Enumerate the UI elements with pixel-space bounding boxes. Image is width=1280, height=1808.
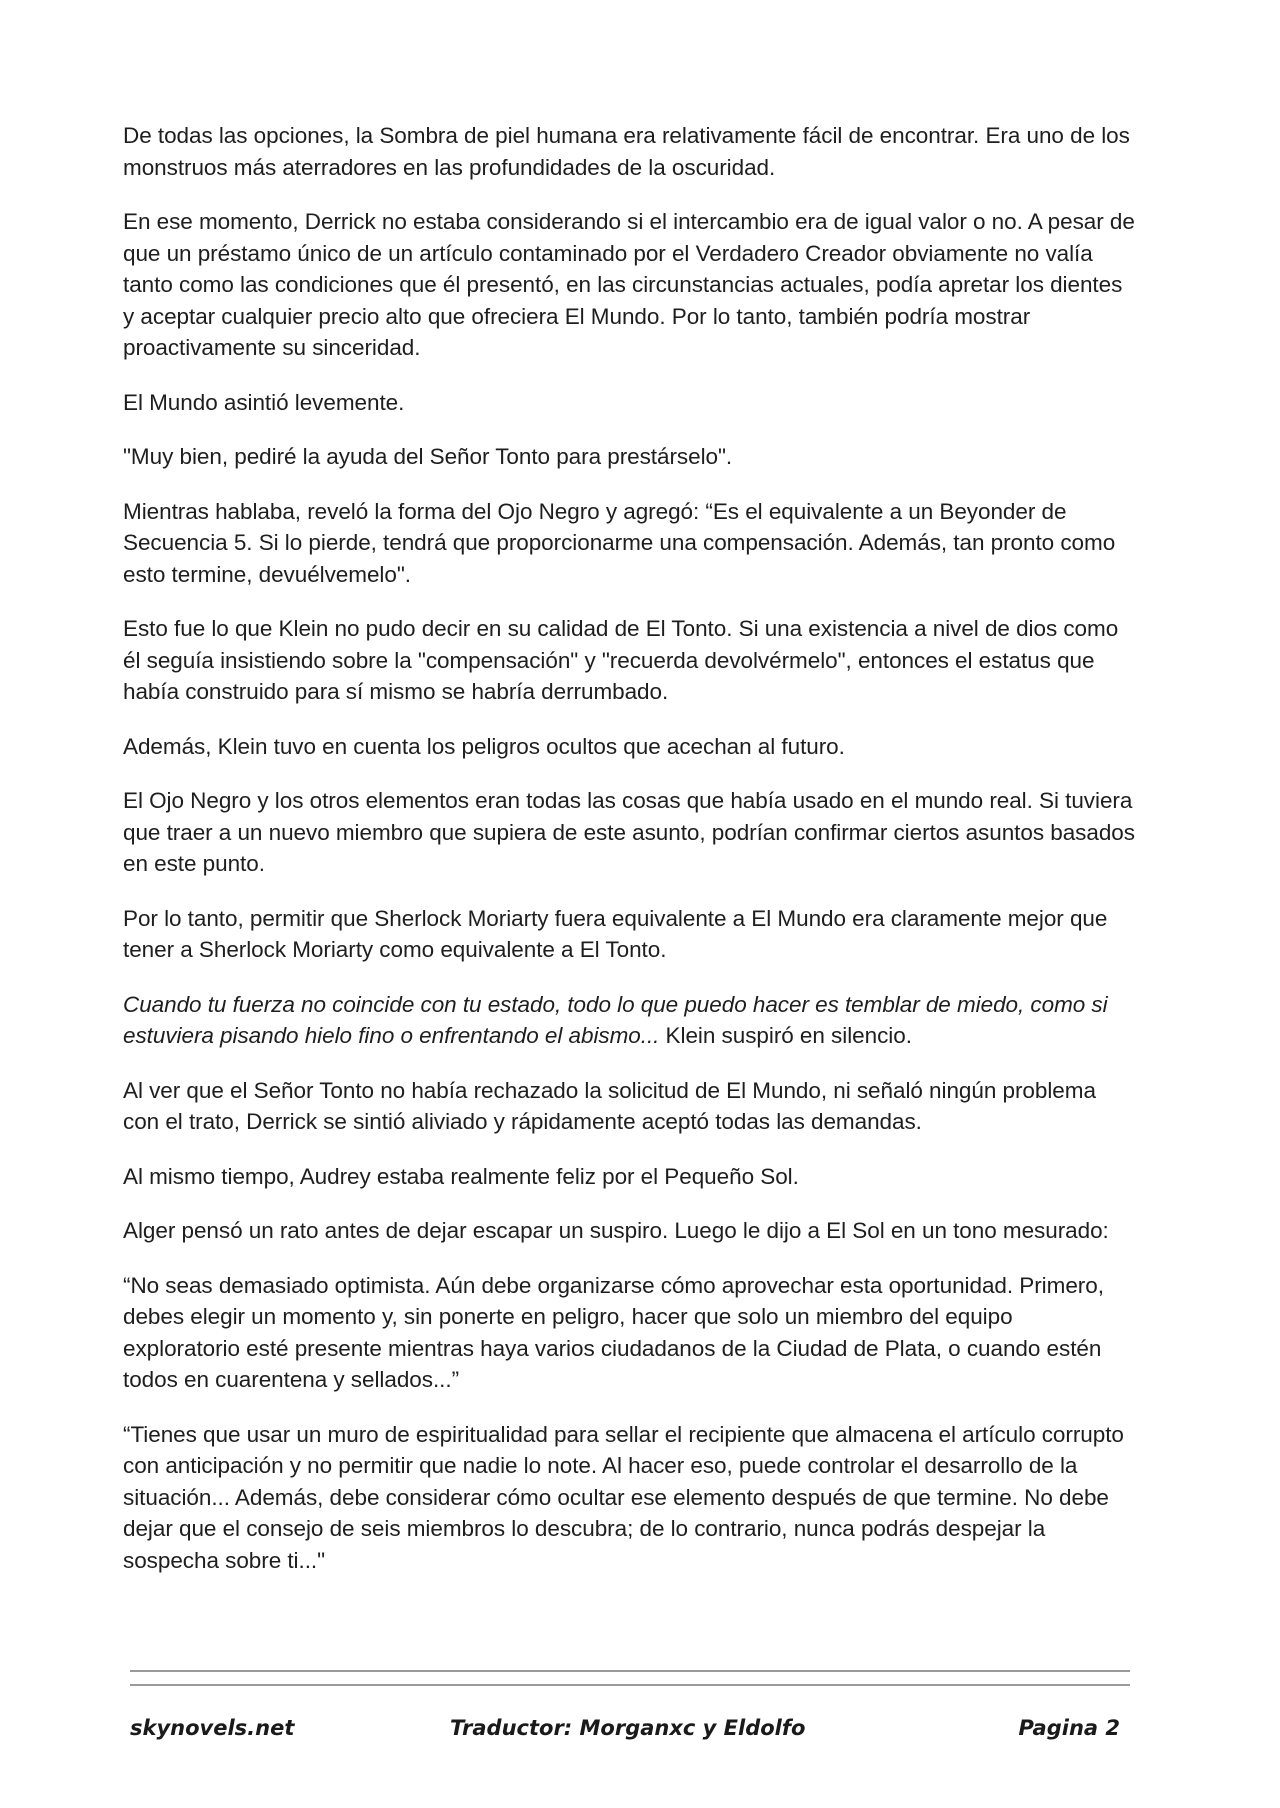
paragraph-4: "Muy bien, pediré la ayuda del Señor Tonto para prestárselo". (123, 444, 733, 469)
footer-translator: Traductor: Morganxc y Eldolfo (450, 1716, 806, 1740)
footer-divider-line-bottom (130, 1684, 1130, 1686)
paragraph-13: Alger pensó un rato antes de dejar escapar un suspiro. Luego le dijo a El Sol en un tono mesurado: (123, 1218, 1109, 1243)
paragraph-3: El Mundo asintió levemente. (123, 389, 405, 415)
document-body (123, 120, 1135, 1599)
page-footer (130, 1716, 1130, 1752)
thought-continuation: Klein suspiró en silencio. (659, 1023, 912, 1048)
paragraph-11: Al ver que el Señor Tonto no había rechazado la solicitud de El Mundo, ni señaló ningún problema con el trato, Derrick se sintió aliviado y rápidamente aceptó todas las demandas. (123, 1077, 1096, 1134)
paragraph-6: Esto fue lo que Klein no pudo decir en su calidad de El Tonto. Si una existencia a nivel de dios como él seguía insistiendo sobre la "compensación" y "recuerda devolvérmelo", entonces el estatus que había construido para sí mismo se habría derrumbado. (123, 616, 1119, 704)
paragraph-15: “Tienes que usar un muro de espiritualidad para sellar el recipiente que almacena el artículo corrupto con anticipación y no permitir que nadie lo note. Al hacer eso, puede controlar el desarrollo de la situación... Además, debe considerar cómo ocultar ese elemento después de que termine. No debe dejar que el consejo de seis miembros lo descubra; de lo contrario, nunca podrás despejar la sospecha sobre ti..." (123, 1421, 1124, 1573)
paragraph-9: Por lo tanto, permitir que Sherlock Moriarty fuera equivalente a El Mundo era claramente mejor que tener a Sherlock Moriarty como equivalente a El Tonto. (123, 905, 1108, 962)
footer-divider (130, 1670, 1130, 1686)
paragraph-14: “No seas demasiado optimista. Aún debe organizarse cómo aprovechar esta oportunidad. Primero, debes elegir un momento y, sin ponerte en peligro, hacer que solo un miembro del equipo exploratorio esté presente mientras haya varios ciudadanos de la Ciudad de Plata, o cuando estén todos en cuarentena y sellados...” (123, 1272, 1104, 1392)
paragraph-12: Al mismo tiempo, Audrey estaba realmente feliz por el Pequeño Sol. (123, 1163, 799, 1189)
paragraph-7: Además, Klein tuvo en cuenta los peligros ocultos que acechan al futuro. (123, 733, 845, 759)
footer-divider-line-top (130, 1670, 1130, 1672)
italic-thought: Cuando tu fuerza no coincide con tu estado, todo lo que puedo hacer es temblar de miedo, como si estuviera pisando hielo fino o enfrentando el abismo... (123, 991, 1108, 1048)
paragraph-1: De todas las opciones, la Sombra de piel humana era relativamente fácil de encontrar. Era uno de los monstruos más aterradores en las profundidades de la oscuridad. (123, 123, 1130, 180)
paragraph-8: El Ojo Negro y los otros elementos eran todas las cosas que había usado en el mundo real. Si tuviera que traer a un nuevo miembro que supiera de este asunto, podrían confirmar ciertos asuntos basados en este punto. (123, 788, 1135, 876)
paragraph-5: Mientras hablaba, reveló la forma del Ojo Negro y agregó: “Es el equivalente a un Beyonder de Secuencia 5. Si lo pierde, tendrá que proporcionarme una compensación. Además, tan pronto como esto termine, devuélvemelo". (123, 498, 1116, 587)
footer-page-number: Pagina 2 (1018, 1716, 1120, 1740)
paragraph-2: En ese momento, Derrick no estaba considerando si el intercambio era de igual valor o no. A pesar de que un préstamo único de un artículo contaminado por el Verdadero Creador obviamente no valía tanto como las condiciones que él presentó, en las circunstancias actuales, podía apretar los dientes y aceptar cualquier precio alto que ofreciera El Mundo. Por lo tanto, también podría mostrar proactivamente su sinceridad. (123, 209, 1135, 360)
paragraph-10 (123, 989, 1135, 1052)
footer-site: skynovels.net (130, 1716, 295, 1740)
